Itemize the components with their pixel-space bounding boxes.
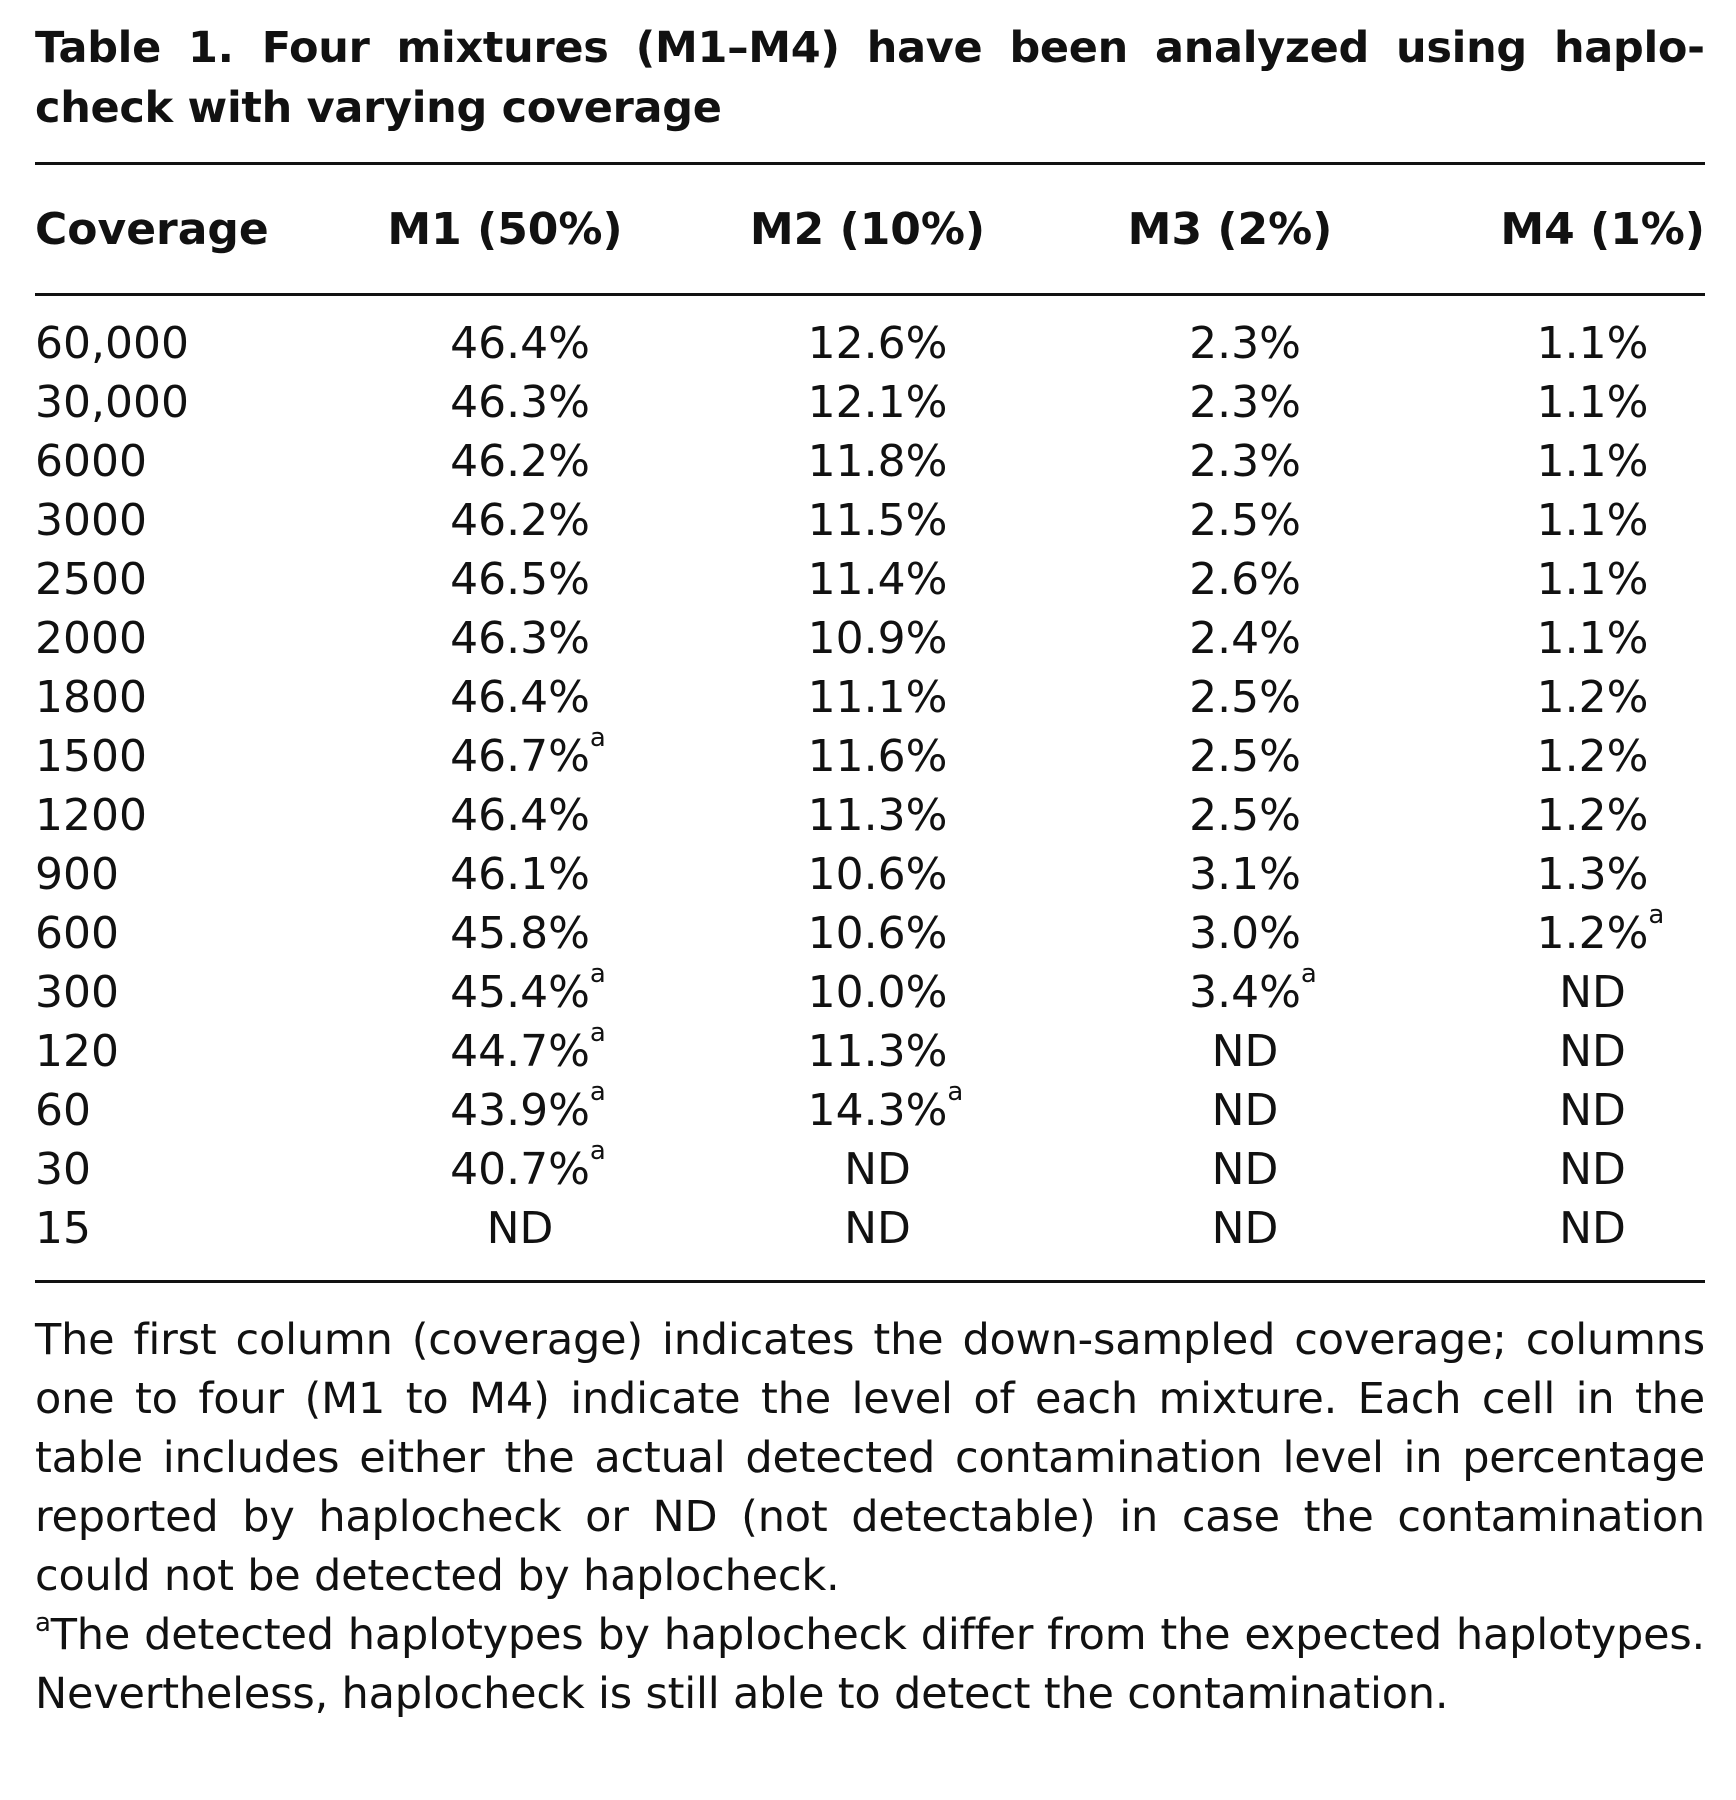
m4-value (1537, 377, 1649, 428)
m4-value-text: 1.2% (1536, 908, 1649, 959)
table-body (35, 293, 1705, 1258)
m1-cell (325, 1018, 685, 1081)
table-caption-label: Table 1. (35, 23, 234, 73)
m4-value (1559, 1144, 1626, 1195)
m4-cell (1410, 491, 1705, 550)
m1-cell (325, 1136, 685, 1199)
footnote-marker: a (35, 1608, 51, 1638)
m2-value-text: ND (844, 1203, 911, 1254)
m2-value-text: 10.9% (807, 613, 948, 664)
m1-cell (325, 1077, 685, 1140)
table-caption-text: Four mixtures (M1–M4) have been analyzed using haplocheck with varying coverage (35, 23, 1705, 133)
m2-cell (685, 668, 1050, 727)
table-row (35, 668, 1705, 727)
m2-value-text: 11.3% (807, 1026, 948, 1077)
m3-value (1189, 731, 1301, 782)
m1-value (450, 613, 590, 664)
m2-value (808, 967, 948, 1018)
m1-value (450, 495, 590, 546)
m2-value-text: 11.5% (807, 495, 948, 546)
m4-cell (1410, 668, 1705, 727)
m4-value-text: 1.1% (1536, 436, 1649, 487)
m4-cell (1410, 1081, 1705, 1140)
m3-cell (1050, 1140, 1410, 1199)
m1-value (450, 1077, 606, 1136)
m3-value (1189, 849, 1301, 900)
m2-value (808, 908, 948, 959)
m1-value-text: 46.3% (450, 613, 590, 664)
m1-value-text: 46.4% (450, 790, 590, 841)
m1-value-text: 45.4% (450, 967, 590, 1018)
m4-value-text: ND (1559, 1203, 1626, 1254)
m1-value-text: ND (486, 1203, 554, 1254)
m1-cell (325, 432, 685, 491)
m1-value-text: 46.3% (450, 377, 590, 428)
footnote-marker: a (589, 959, 606, 989)
header-row (35, 165, 1705, 293)
m3-cell (1050, 491, 1410, 550)
m4-value-text: 1.1% (1536, 318, 1649, 369)
m1-value (450, 908, 590, 959)
coverage-cell: 2000 (35, 613, 147, 664)
m3-value-text: ND (1211, 1144, 1279, 1195)
m3-value (1189, 613, 1301, 664)
coverage-cell: 1200 (35, 790, 147, 841)
m4-cell (1410, 900, 1705, 963)
m3-value-text: ND (1211, 1085, 1279, 1136)
m2-cell (685, 1140, 1050, 1199)
m1-value-text: 46.1% (450, 849, 590, 900)
m3-value (1189, 959, 1317, 1018)
m2-cell (685, 491, 1050, 550)
coverage-cell: 300 (35, 967, 119, 1018)
m4-value-text: 1.3% (1536, 849, 1649, 900)
m2-value (808, 1026, 948, 1077)
m3-value-text: 2.5% (1189, 731, 1301, 782)
m3-value-text: 2.3% (1189, 377, 1301, 428)
coverage-cell: 30 (35, 1144, 91, 1195)
m3-value (1189, 377, 1301, 428)
m3-value (1212, 1203, 1279, 1254)
footnote-marker: a (947, 1077, 964, 1107)
m2-value (808, 613, 948, 664)
m4-value-text: 1.2% (1536, 790, 1649, 841)
m1-cell (325, 786, 685, 845)
table-row (35, 727, 1705, 786)
m1-cell (325, 491, 685, 550)
m2-value (808, 318, 948, 369)
m1-value-text: 46.5% (450, 554, 590, 605)
m4-cell (1410, 786, 1705, 845)
table-row (35, 491, 1705, 550)
m1-value (450, 554, 590, 605)
footnote-marker: a (1648, 900, 1665, 930)
m4-cell (1410, 1140, 1705, 1199)
m4-value (1559, 1085, 1626, 1136)
m2-value-text: 10.6% (807, 908, 948, 959)
coverage-cell: 60 (35, 1085, 91, 1136)
m4-value (1537, 436, 1649, 487)
table-row (35, 432, 1705, 491)
m3-cell (1050, 959, 1410, 1022)
table-row (35, 609, 1705, 668)
table-row (35, 1140, 1705, 1199)
coverage-cell: 900 (35, 849, 119, 900)
m3-value (1212, 1144, 1279, 1195)
m2-value (808, 495, 948, 546)
m1-value-text: 43.9% (450, 1085, 590, 1136)
m2-value (808, 377, 948, 428)
m3-cell (1050, 1199, 1410, 1258)
m2-value (844, 1203, 911, 1254)
coverage-cell: 30,000 (35, 377, 189, 428)
m4-value (1537, 613, 1649, 664)
table-footnote-a (35, 1606, 1705, 1724)
m4-value-text: 1.1% (1536, 613, 1649, 664)
table-figure (35, 18, 1705, 1724)
m3-cell (1050, 1081, 1410, 1140)
m3-cell (1050, 373, 1410, 432)
m4-value-text: ND (1559, 1085, 1626, 1136)
coverage-cell: 1800 (35, 672, 147, 723)
m2-value-text: 10.0% (807, 967, 948, 1018)
m3-value-text: 2.5% (1189, 672, 1301, 723)
header-m3: M3 (2%) (1127, 203, 1333, 255)
m3-value-text: 2.5% (1189, 790, 1301, 841)
m4-cell (1410, 373, 1705, 432)
m1-cell (325, 904, 685, 963)
m4-cell (1410, 314, 1705, 373)
header-coverage: Coverage (35, 203, 269, 255)
m1-value-text: 46.2% (450, 495, 590, 546)
table-row (35, 1022, 1705, 1081)
m2-cell (685, 1199, 1050, 1258)
coverage-cell: 120 (35, 1026, 119, 1077)
coverage-cell: 1500 (35, 731, 147, 782)
coverage-cell: 3000 (35, 495, 147, 546)
coverage-cell: 6000 (35, 436, 147, 487)
m1-value (450, 377, 590, 428)
m1-value (450, 959, 606, 1018)
m2-value-text: 10.6% (807, 849, 948, 900)
m2-value-text: 11.8% (807, 436, 948, 487)
m2-value (808, 849, 948, 900)
coverage-cell: 2500 (35, 554, 147, 605)
m4-value-text: ND (1559, 1026, 1626, 1077)
m3-value-text: 3.4% (1189, 967, 1301, 1018)
m3-cell (1050, 550, 1410, 609)
m2-cell (685, 963, 1050, 1022)
bottom-rule (35, 1280, 1705, 1283)
m1-cell (325, 373, 685, 432)
m4-cell (1410, 845, 1705, 904)
m3-cell (1050, 727, 1410, 786)
m3-value (1189, 318, 1301, 369)
m2-value (808, 554, 948, 605)
m1-value (450, 1018, 606, 1077)
m2-cell (685, 727, 1050, 786)
m3-value (1189, 672, 1301, 723)
m3-value-text: 2.6% (1189, 554, 1301, 605)
m1-cell (325, 723, 685, 786)
m2-value (808, 731, 948, 782)
m4-value-text: 1.1% (1536, 377, 1649, 428)
m2-cell (685, 373, 1050, 432)
m3-value (1212, 1085, 1279, 1136)
header-m1: M1 (50%) (387, 203, 623, 255)
m2-value-text: ND (844, 1144, 911, 1195)
footnote-marker: a (589, 1018, 606, 1048)
m1-cell (325, 550, 685, 609)
m1-value (450, 790, 590, 841)
m3-value (1189, 790, 1301, 841)
table-row (35, 373, 1705, 432)
m3-cell (1050, 786, 1410, 845)
table-row (35, 845, 1705, 904)
m4-value (1537, 849, 1649, 900)
m2-value (808, 436, 948, 487)
m1-value-text: 45.8% (450, 908, 590, 959)
m3-value-text: 2.3% (1189, 318, 1301, 369)
m4-value (1537, 318, 1649, 369)
m2-cell (685, 609, 1050, 668)
m4-cell (1410, 1199, 1705, 1258)
m3-value (1189, 495, 1301, 546)
table-row (35, 963, 1705, 1022)
m2-value (808, 672, 948, 723)
m4-value-text: ND (1559, 967, 1626, 1018)
table-caption (35, 18, 1705, 138)
m3-cell (1050, 668, 1410, 727)
m2-value-text: 12.6% (807, 318, 948, 369)
m3-value (1189, 554, 1301, 605)
m3-value (1189, 436, 1301, 487)
m2-cell (685, 550, 1050, 609)
m1-value-text: 46.4% (450, 318, 590, 369)
m3-cell (1050, 609, 1410, 668)
m2-value (844, 1144, 911, 1195)
footnote-marker: a (589, 723, 606, 753)
m4-cell (1410, 432, 1705, 491)
m4-cell (1410, 727, 1705, 786)
footnote-text: The detected haplotypes by haplocheck differ from the expected haplotypes. Nevertheless, haplocheck is still able to detect the contamination. (35, 1610, 1705, 1719)
m1-value (450, 849, 590, 900)
m2-cell (685, 314, 1050, 373)
m1-value-text: 40.7% (450, 1144, 590, 1195)
m3-value-text: 3.1% (1189, 849, 1301, 900)
header-m2: M2 (10%) (749, 203, 986, 255)
m4-value (1536, 900, 1665, 959)
m1-value-text: 46.4% (450, 672, 590, 723)
table-description: The first column (coverage) indicates the down-sampled coverage; columns one to four (M1 to M4) indicate the level of each mixture. Each cell in the table includes either the actual detected contamination level in percentage reported by haplocheck or ND (not detectable) in case the contamination could not be detected by haplocheck. (35, 1315, 1705, 1601)
m4-value (1537, 554, 1649, 605)
m1-value-text: 46.2% (450, 436, 590, 487)
m3-cell (1050, 1022, 1410, 1081)
m4-value-text: 1.1% (1536, 554, 1649, 605)
m4-value (1537, 790, 1649, 841)
table-row (35, 1199, 1705, 1258)
coverage-cell: 600 (35, 908, 119, 959)
m2-value-text: 11.4% (807, 554, 948, 605)
m3-value-text: 3.0% (1189, 908, 1301, 959)
m3-value (1212, 1026, 1279, 1077)
m4-value (1537, 495, 1649, 546)
m4-value (1559, 967, 1626, 1018)
m4-cell (1410, 1022, 1705, 1081)
m1-value (450, 672, 590, 723)
m4-value-text: 1.2% (1536, 731, 1649, 782)
table-row (35, 550, 1705, 609)
m2-cell (685, 904, 1050, 963)
m3-cell (1050, 314, 1410, 373)
m1-cell (325, 845, 685, 904)
m3-cell (1050, 904, 1410, 963)
m3-value-text: 2.3% (1189, 436, 1301, 487)
m4-value (1559, 1026, 1626, 1077)
m1-value (450, 1136, 606, 1195)
m1-value-text: 44.7% (450, 1026, 590, 1077)
table-row (35, 786, 1705, 845)
m1-value-text: 46.7% (450, 731, 590, 782)
m4-cell (1410, 609, 1705, 668)
m4-value (1537, 672, 1649, 723)
m2-value-text: 11.3% (807, 790, 948, 841)
m1-cell (325, 314, 685, 373)
m2-cell (685, 1077, 1050, 1140)
m2-value-text: 11.1% (807, 672, 948, 723)
footnote-marker: a (589, 1136, 606, 1166)
m2-cell (685, 432, 1050, 491)
m1-cell (325, 1199, 685, 1258)
m3-value-text: ND (1211, 1203, 1279, 1254)
m4-value-text: 1.1% (1536, 495, 1649, 546)
m2-value (807, 1077, 964, 1136)
m2-value-text: 12.1% (807, 377, 948, 428)
m1-value (450, 318, 590, 369)
coverage-cell: 60,000 (35, 318, 189, 369)
m1-value (450, 723, 606, 782)
m1-cell (325, 959, 685, 1022)
m3-value-text: ND (1211, 1026, 1279, 1077)
m2-cell (685, 845, 1050, 904)
m1-cell (325, 609, 685, 668)
m2-value-text: 14.3% (807, 1085, 948, 1136)
footnote-marker: a (1300, 959, 1317, 989)
m4-value-text: 1.2% (1536, 672, 1649, 723)
m4-value-text: ND (1559, 1144, 1626, 1195)
table-row (35, 314, 1705, 373)
table-row (35, 1081, 1705, 1140)
table-row (35, 904, 1705, 963)
m2-value (808, 790, 948, 841)
m4-cell (1410, 550, 1705, 609)
footnote-marker: a (589, 1077, 606, 1107)
m4-value (1559, 1203, 1626, 1254)
m2-cell (685, 1022, 1050, 1081)
m2-cell (685, 786, 1050, 845)
m4-cell (1410, 963, 1705, 1022)
m1-value (487, 1203, 554, 1254)
m3-value (1189, 908, 1301, 959)
coverage-cell: 15 (35, 1203, 91, 1254)
m4-value (1537, 731, 1649, 782)
m3-value-text: 2.4% (1189, 613, 1301, 664)
m1-cell (325, 668, 685, 727)
m3-cell (1050, 432, 1410, 491)
contamination-table (35, 165, 1705, 1258)
m2-value-text: 11.6% (807, 731, 948, 782)
m3-value-text: 2.5% (1189, 495, 1301, 546)
header-m4: M4 (1%) (1500, 203, 1705, 255)
m3-cell (1050, 845, 1410, 904)
m1-value (450, 436, 590, 487)
